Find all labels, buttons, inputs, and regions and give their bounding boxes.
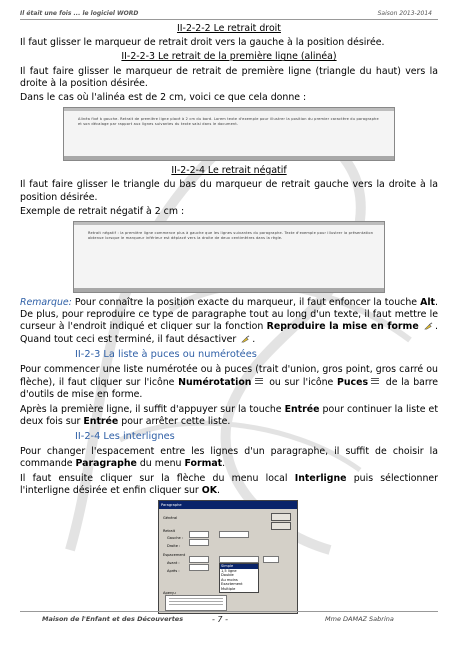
remark-label: Remarque: bbox=[20, 297, 72, 309]
paragraph-retrait-negatif-example: Exemple de retrait négatif à 2 cm : bbox=[20, 205, 185, 217]
ruler-bar bbox=[64, 108, 394, 111]
ruler-bar bbox=[74, 222, 384, 225]
section-heading-retrait-droit bbox=[20, 23, 438, 35]
section-heading-interlignes: II-2-4 Les interlignes bbox=[75, 431, 175, 443]
dialog-titlebar: Paragraphe bbox=[159, 501, 297, 509]
footer-divider bbox=[20, 611, 438, 612]
status-bar bbox=[74, 288, 384, 292]
remark-paragraph bbox=[20, 297, 438, 346]
dialog-label: Après : bbox=[167, 569, 180, 574]
dialog-label: Aperçu bbox=[163, 591, 176, 596]
list-text: ou sur l'icône bbox=[265, 377, 338, 389]
dialog-field bbox=[189, 531, 209, 538]
interligne-text: Pour changer l'espacement entre les lignes d'un paragraphe, il suffit de choisir la commande bbox=[20, 446, 438, 470]
list-text: Pour commencer une liste numérotée ou à puces (trait d'union, gros point, gros carré ou flèche), il faut cliquer sur l'icône bbox=[20, 364, 438, 389]
paragraph-interlignes-steps bbox=[20, 473, 438, 497]
section-heading-listes: II-2-3 La liste à puces ou numérotées bbox=[75, 348, 257, 360]
interligne-text: Il faut ensuite cliquer sur la flèche du menu local bbox=[20, 472, 295, 484]
dialog-field bbox=[189, 564, 209, 571]
menu-interligne: Interligne bbox=[294, 472, 347, 484]
button-ok-label: OK bbox=[201, 484, 217, 496]
screenshot-retrait-negatif-example bbox=[73, 221, 385, 293]
dialog-preview bbox=[165, 595, 227, 611]
dialog-ok-button bbox=[271, 513, 291, 521]
bullets-icon bbox=[371, 376, 379, 385]
dialog-label: Avant : bbox=[167, 561, 180, 566]
menu-format: Format bbox=[184, 458, 223, 470]
interligne-option: 1,5 ligne bbox=[221, 568, 237, 573]
dialog-label: Retrait bbox=[163, 529, 176, 534]
footer-page-number: - 7 - bbox=[212, 615, 228, 624]
key-entree: Entrée bbox=[83, 415, 119, 427]
list-text: de la barre d'outils de mise en forme. bbox=[20, 377, 439, 401]
status-bar bbox=[64, 156, 394, 160]
paragraph-alinea: Il faut faire glisser le marqueur de retrait de première ligne (triangle du haut) vers la droite à la position désirée. bbox=[20, 65, 438, 89]
paragraph-listes bbox=[20, 364, 438, 402]
screenshot-text: Retrait négatif : la première ligne commence plus à gauche que les lignes suivantes du paragraphe. Texte d'exemple pour illustrer la présentation obtenue lorsque le marqueur inférieur est déplacé vers la droite de deux centimètres dans la règle. bbox=[88, 231, 374, 241]
dialog-label: Général bbox=[163, 516, 178, 521]
screenshot-text: Alinéa fixé à gauche. Retrait de première ligne placé à 2 cm du bord. Lorem texte d'exemple pour illustrer la position du premier caractère du paragraphe et son décalage par rapport aux lignes suivantes du texte saisi dans le document. bbox=[78, 117, 379, 127]
key-alt: Alt bbox=[420, 297, 436, 309]
paragraph-interlignes bbox=[20, 446, 438, 470]
remark-text: . bbox=[252, 333, 256, 345]
heading-text: II-2-2-3 Le retrait de la première ligne (alinéa) bbox=[121, 51, 337, 63]
list-text: Après la première ligne, il suffit d'appuyer sur la touche bbox=[20, 403, 285, 415]
dialog-field bbox=[189, 556, 209, 563]
heading-text: II-2-2-4 Le retrait négatif bbox=[171, 165, 287, 177]
header-divider bbox=[20, 19, 438, 20]
interligne-option: Multiple bbox=[221, 586, 236, 591]
paragraph-retrait-droit: Il faut glisser le marqueur de retrait droit vers la gauche à la position désirée. bbox=[20, 37, 385, 49]
command-paragraphe: Paragraphe bbox=[75, 458, 137, 470]
section-heading-alinea bbox=[20, 51, 438, 63]
interligne-option: Au moins bbox=[221, 577, 238, 582]
dialog-field bbox=[263, 556, 279, 563]
interligne-text: . bbox=[222, 458, 226, 470]
section-heading-retrait-negatif bbox=[20, 165, 438, 177]
heading-text: II-2-2-2 Le retrait droit bbox=[177, 23, 281, 34]
paragraph-listes-entree bbox=[20, 404, 438, 428]
dialog-cancel-button bbox=[271, 522, 291, 530]
footer-organization: Maison de l'Enfant et des Découvertes bbox=[42, 615, 184, 623]
numbering-icon bbox=[255, 376, 263, 385]
numbering-label: Numérotation bbox=[178, 377, 252, 389]
remark-text: . Quand tout ceci est terminé, il faut désactiver bbox=[20, 321, 438, 345]
interligne-text: . bbox=[216, 484, 220, 496]
remark-text: . De plus, pour reproduire ce type de paragraphe tout au long d'un texte, il faut mettre le curseur à l'endroit indiqué et cliquer sur la fonction bbox=[20, 297, 438, 333]
list-text: pour continuer la liste et deux fois sur bbox=[20, 403, 438, 427]
interligne-option: Simple bbox=[220, 564, 258, 569]
interligne-dropdown-list bbox=[219, 563, 259, 593]
remark-text: Pour connaître la position exacte du marqueur, il faut enfoncer la touche bbox=[71, 297, 421, 309]
paragraph-dialog-screenshot bbox=[158, 500, 298, 614]
header-season: Saison 2013-2014 bbox=[377, 10, 432, 17]
screenshot-alinea-example bbox=[63, 107, 395, 161]
paragraph-alinea-example: Dans le cas où l'alinéa est de 2 cm, voici ce que cela donne : bbox=[20, 92, 307, 104]
paragraph-retrait-negatif: Il faut faire glisser le triangle du bas du marqueur de retrait gauche vers la droite à la position désirée. bbox=[20, 179, 438, 203]
bullets-label: Puces bbox=[337, 377, 369, 389]
dialog-label: Droite : bbox=[167, 544, 181, 549]
format-painter-label: Reproduire la mise en forme bbox=[266, 321, 419, 333]
dialog-label: Gauche : bbox=[167, 536, 184, 541]
footer-author: Mme DAMAZ Sabrina bbox=[325, 615, 394, 623]
document-body bbox=[20, 22, 438, 614]
dialog-field bbox=[189, 539, 209, 546]
format-painter-icon bbox=[241, 335, 250, 343]
interligne-text: puis sélectionner l'interligne désirée et enfin cliquer sur bbox=[20, 472, 439, 496]
list-text: pour arrêter cette liste. bbox=[118, 415, 231, 427]
interligne-select bbox=[219, 556, 259, 563]
header-title: Il était une fois ... le logiciel WORD bbox=[20, 10, 139, 17]
dialog-field bbox=[219, 531, 249, 538]
key-entree: Entrée bbox=[284, 403, 320, 415]
dialog-label: Espacement bbox=[163, 553, 186, 558]
format-painter-icon bbox=[424, 322, 433, 330]
interligne-text: du menu bbox=[136, 458, 185, 470]
interligne-option: Exactement bbox=[221, 582, 243, 587]
interligne-option: Double bbox=[221, 573, 234, 578]
